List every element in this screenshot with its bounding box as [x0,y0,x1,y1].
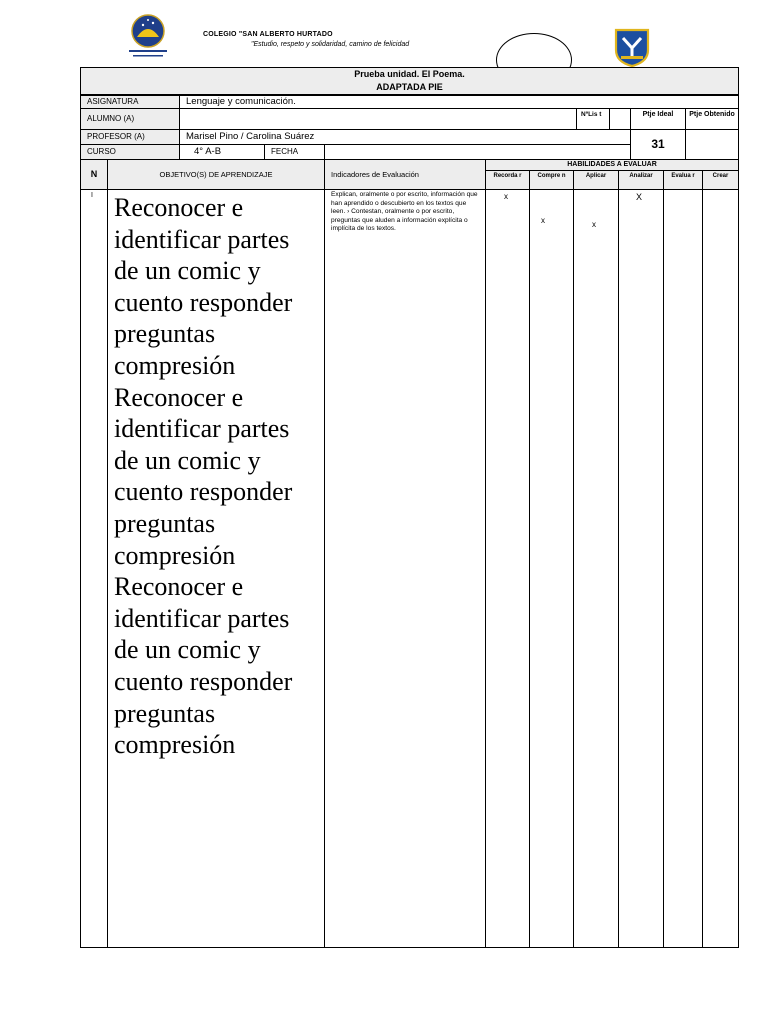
test-subtitle: ADAPTADA PIE [376,82,443,92]
skill-recordar-cell [485,189,530,948]
alumno-label: ALUMNO (A) [80,108,180,130]
test-title-block [80,67,739,95]
skill-comprender-cell [529,189,574,948]
objective-text: Reconocer e identificar partes de un comic y cuento responder preguntas compresión Reconocer e identificar partes de un comic y cuento responder preguntas compresión Reconocer e identificar partes de un comic y cuento responder preguntas compresión [114,193,293,760]
ptje-obtenido-label: Ptje Obtenido [685,108,739,130]
col-n-header: N [80,159,108,190]
ptje-obtenido-field[interactable] [685,129,739,160]
indicators-text: Explican, oralmente o por escrito, información que han aprendido o descubierto en los textos que leen. › Contestan, oralmente o por escrito, preguntas que aluden a información explícita o implícita de los textos. [331,191,478,233]
fecha-field[interactable] [324,144,631,160]
mark-analizar: X [636,192,643,202]
habilidades-header: HABILIDADES A EVALUAR [485,159,739,171]
row-number: I [80,189,108,948]
asignatura-label: ASIGNATURA [80,95,180,109]
profesor-label: PROFESOR (A) [80,129,180,145]
school-name: COLEGIO "SAN ALBERTO HURTADO [203,31,333,38]
skill-aplicar-header: Aplicar [573,170,619,190]
mark-recordar: x [504,192,508,201]
mark-comprender: x [541,216,545,225]
skill-crear-cell [702,189,739,948]
skill-analizar-header: Analizar [618,170,664,190]
ptje-ideal-label: Ptje Ideal [630,108,686,130]
skill-evaluar-cell [663,189,703,948]
skill-aplicar-cell [573,189,619,948]
indicators-cell [324,189,486,948]
mark-aplicar: x [592,220,596,229]
skill-evaluar-header: Evalua r [663,170,703,190]
profesor-value: Marisel Pino / Carolina Suárez [179,129,631,145]
nlist-field[interactable] [609,108,631,130]
curso-value: 4° A-B [179,144,265,160]
skill-recordar-header: Recorda r [485,170,530,190]
school-motto: "Estudio, respeto y solidaridad, camino de felicidad [251,41,410,48]
skill-crear-header: Crear [702,170,739,190]
nlist-label: NºLis t [576,108,610,130]
ptje-ideal-value: 31 [630,129,686,160]
school-logo-left [123,13,173,61]
asignatura-value: Lenguaje y comunicación. [179,95,739,109]
col-indicadores-header: Indicadores de Evaluación [324,159,486,190]
school-logo-right [612,24,652,68]
skill-analizar-cell [618,189,664,948]
col-objetivo-header: OBJETIVO(S) DE APRENDIZAJE [107,159,325,190]
test-title: Prueba unidad. El Poema. [354,69,465,79]
alumno-field[interactable] [179,108,577,130]
fecha-label: FECHA [264,144,325,160]
skill-comprender-header: Compre n [529,170,574,190]
curso-label: CURSO [80,144,180,160]
